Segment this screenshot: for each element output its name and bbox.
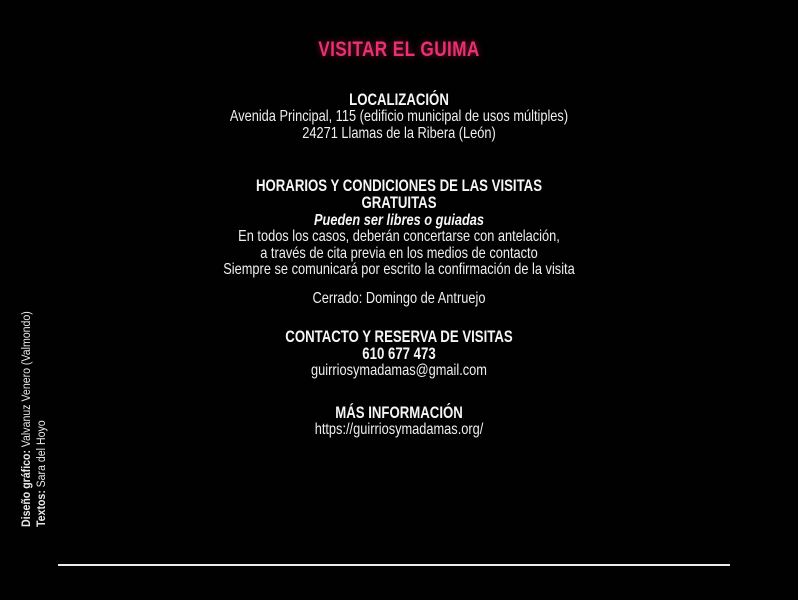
email-address: guirriosymadamas@gmail.com: [311, 362, 487, 379]
horarios-heading-line2: GRATUITAS: [361, 194, 437, 212]
credit-design-label: Diseño gráfico:: [21, 449, 33, 527]
contacto-heading: CONTACTO Y RESERVA DE VISITAS: [285, 328, 513, 346]
poster-title-section: [80, 37, 718, 62]
credit-line-texts: [35, 311, 50, 527]
cerrado-note: Cerrado: Domingo de Antruejo: [312, 290, 486, 307]
address-line: Avenida Principal, 115 (edificio municipal de usos múltiples): [229, 108, 569, 125]
website-url: https://guirriosymadamas.org/: [314, 421, 484, 438]
horarios-line: a través de cita previa en los medios de contacto: [260, 244, 538, 262]
credit-line-design: [20, 311, 35, 527]
cerrado-section: [80, 291, 718, 308]
credit-texts-label: Textos:: [36, 490, 48, 527]
page-title: VISITAR EL GUIMA: [318, 37, 480, 61]
horarios-section: [80, 178, 718, 279]
localizacion-section: [80, 92, 718, 142]
mas-informacion-section: [80, 405, 718, 439]
address-line: 24271 Llamas de la Ribera (León): [302, 124, 496, 142]
phone-number: 610 677 473: [362, 345, 436, 363]
horarios-subheading: Pueden ser libres o guiadas: [313, 212, 484, 229]
credit-design-value: Valvanuz Venero (Valmondo): [21, 311, 33, 448]
localizacion-heading: LOCALIZACIÓN: [349, 91, 449, 109]
credit-texts-value: Sara del Hoyo: [36, 420, 48, 488]
contacto-section: [80, 329, 718, 380]
credits-vertical-text: [20, 311, 50, 527]
horarios-heading-line1: HORARIOS Y CONDICIONES DE LAS VISITAS: [255, 177, 543, 195]
footer-divider: [58, 564, 730, 566]
horarios-line: Siempre se comunicará por escrito la confirmación de la visita: [223, 261, 575, 278]
horarios-line: En todos los casos, deberán concertarse con antelación,: [238, 228, 560, 245]
mas-informacion-heading: MÁS INFORMACIÓN: [335, 404, 463, 422]
